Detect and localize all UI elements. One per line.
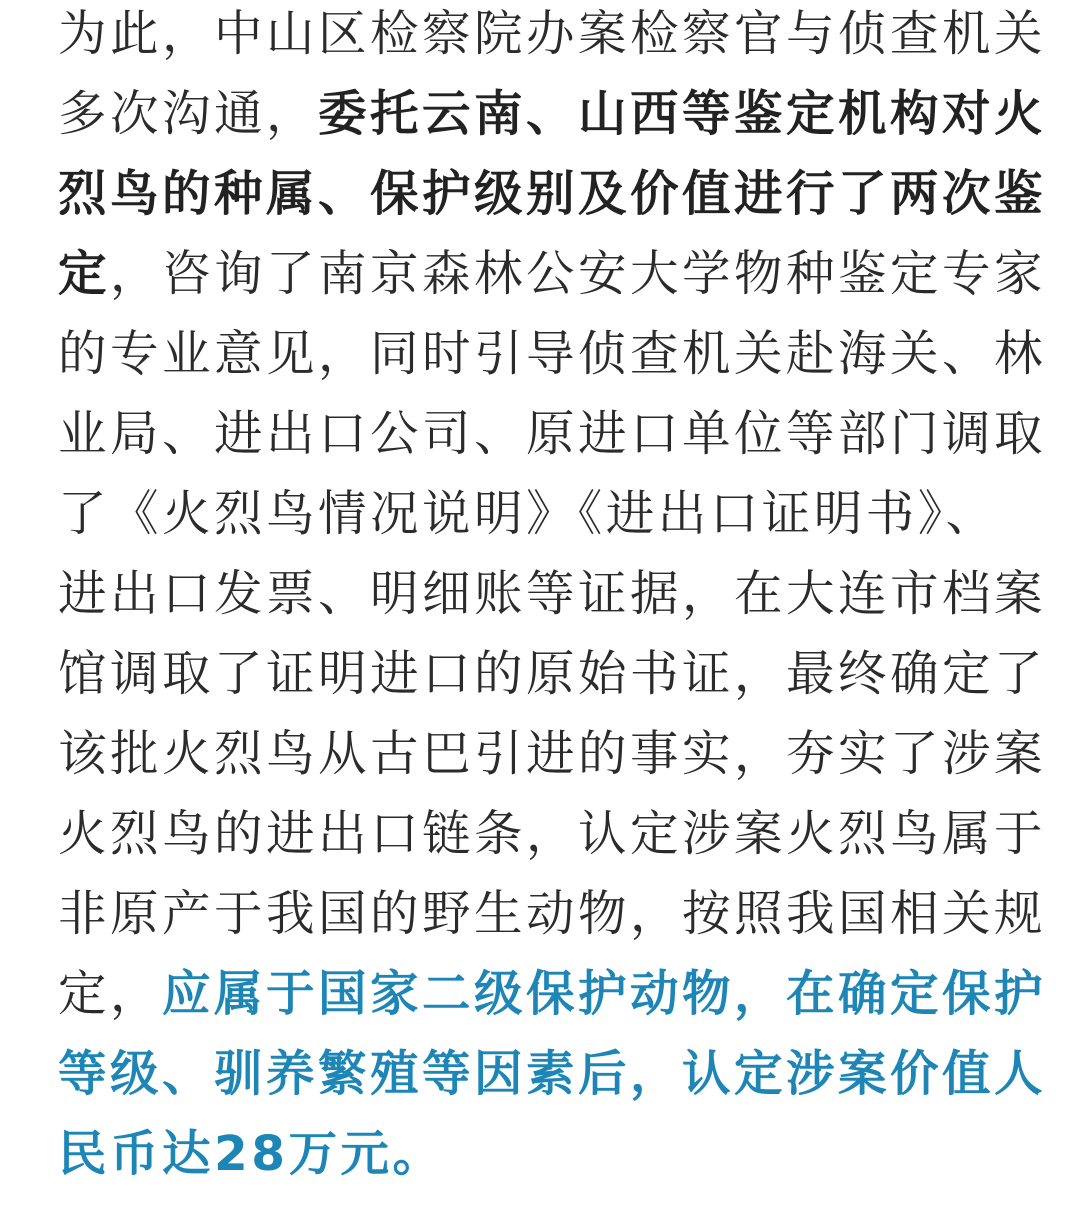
text-segment: 非原产于我国的野生动物，按照我国相关规 (58, 886, 1047, 942)
text-line (58, 314, 1058, 394)
text-line (58, 634, 1058, 714)
text-line (58, 1114, 1058, 1194)
text-segment: 进出口发票、明细账等证据，在大连市档案 (58, 566, 1047, 622)
text-line (58, 794, 1058, 874)
text-line (58, 1034, 1058, 1114)
text-segment: 多次沟通， (58, 86, 319, 142)
text-segment: 业局、进出口公司、原进口单位等部门调取 (58, 406, 1047, 462)
text-segment: 为此，中山区检察院办案检察官与侦查机关 (58, 6, 1047, 62)
text-line (58, 474, 1058, 554)
text-line (58, 234, 1058, 314)
highlight-text-segment: 应属于国家二级保护动物，在确定保护 (162, 966, 1047, 1022)
text-line (58, 0, 1058, 74)
text-segment: 馆调取了证明进口的原始书证，最终确定了 (58, 646, 1047, 702)
bold-text-segment: 定 (58, 246, 111, 302)
text-line (58, 874, 1058, 954)
article-body (58, 0, 1058, 1194)
bold-text-segment: 烈鸟的种属、保护级别及价值进行了两次鉴 (58, 166, 1047, 222)
text-line (58, 154, 1058, 234)
text-line (58, 394, 1058, 474)
text-line (58, 954, 1058, 1034)
text-segment: 火烈鸟的进出口链条，认定涉案火烈鸟属于 (58, 806, 1047, 862)
text-segment: ，咨询了南京森林公安大学物种鉴定专家 (110, 246, 1047, 302)
text-line (58, 74, 1058, 154)
bold-text-segment: 委托云南、山西等鉴定机构对火 (318, 86, 1047, 142)
text-segment: 该批火烈鸟从古巴引进的事实，夯实了涉案 (58, 726, 1047, 782)
text-segment: 了《火烈鸟情况说明》《进出口证明书》、 (58, 486, 998, 542)
highlight-text-segment: 民币达28万元。 (58, 1126, 445, 1182)
text-line (58, 554, 1058, 634)
text-segment: 的专业意见，同时引导侦查机关赴海关、林 (58, 326, 1047, 382)
highlight-text-segment: 等级、驯养繁殖等因素后，认定涉案价值人 (58, 1046, 1047, 1102)
text-line (58, 714, 1058, 794)
text-segment: 定， (58, 966, 163, 1022)
